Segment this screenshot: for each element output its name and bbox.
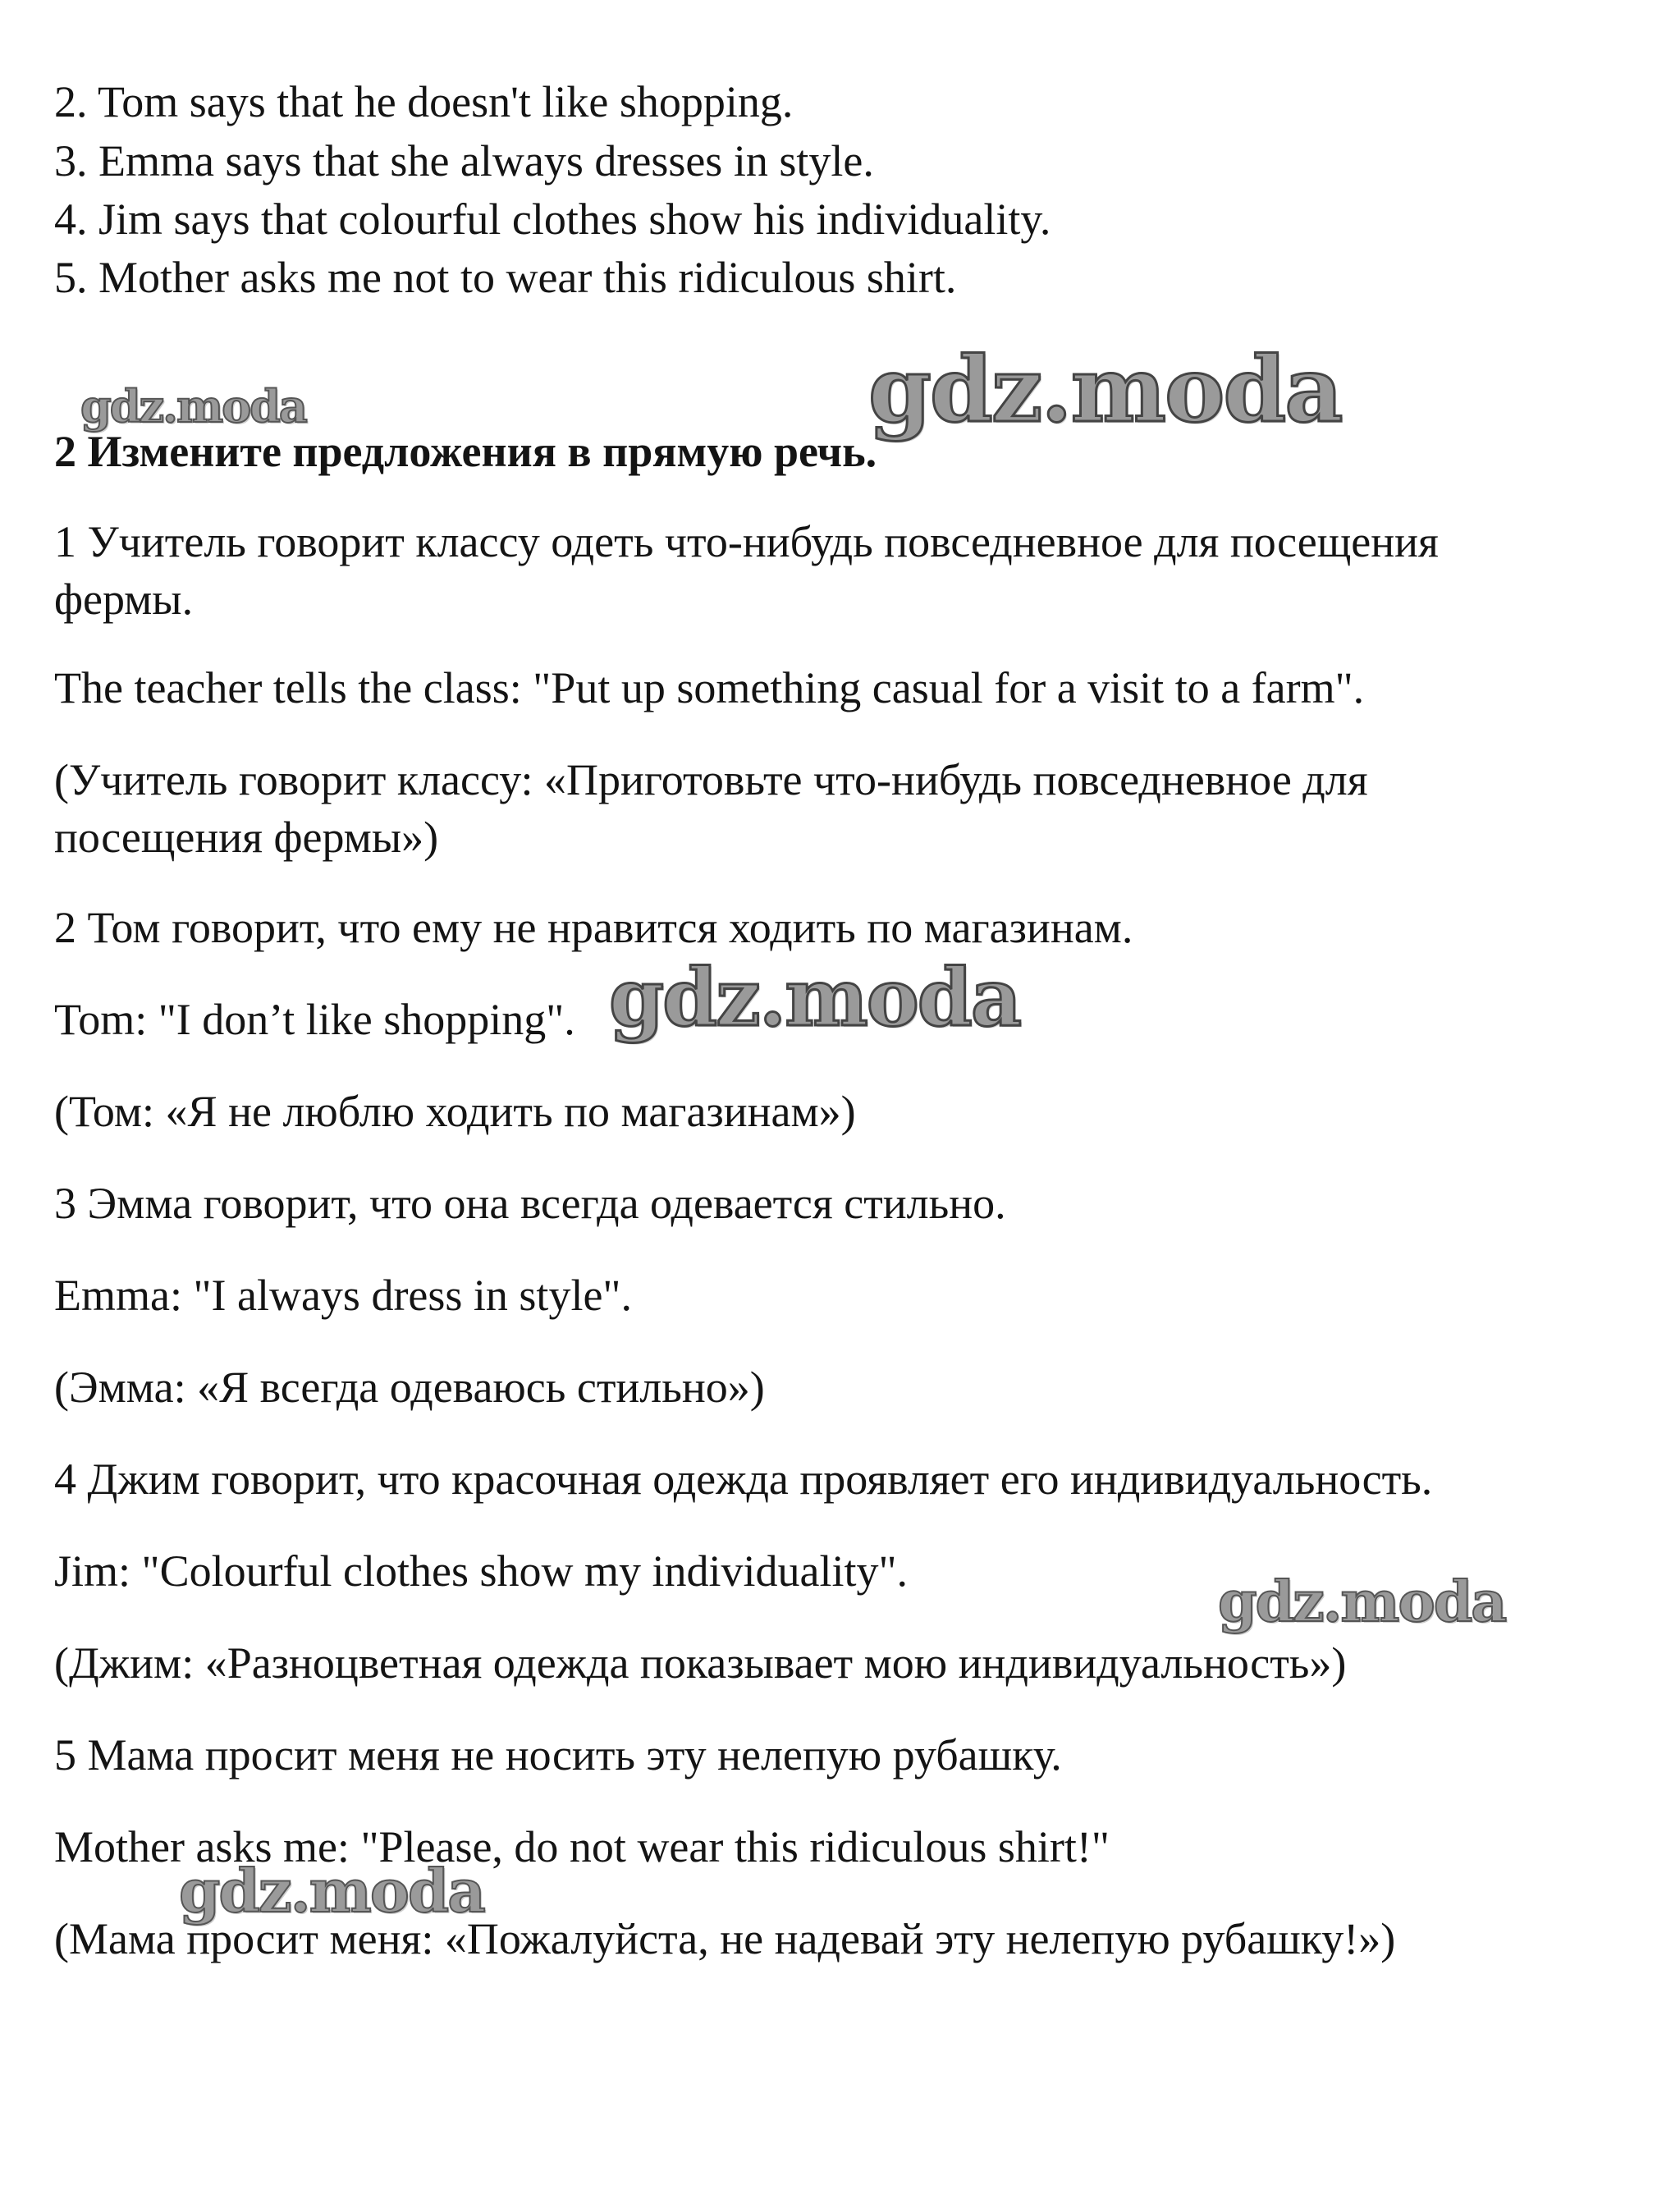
translation-4: (Джим: «Разноцветная одежда показывает мою индивидуальность»): [54, 1638, 1347, 1688]
task-5: 5 Мама просит меня не носить эту нелепую рубашку.: [54, 1730, 1062, 1780]
watermark-logo: gdz.moda: [868, 337, 1342, 442]
answer-1: The teacher tells the class: "Put up something casual for a visit to a farm".: [54, 663, 1365, 712]
intro-sentence-2: 2. Tom says that he doesn't like shopping.: [54, 77, 794, 126]
intro-sentence-3: 3. Emma says that she always dresses in style.: [54, 136, 874, 186]
watermark-logo: gdz.moda: [179, 1856, 484, 1926]
translation-5: (Мама просит меня: «Пожалуйста, не надевай эту нелепую рубашку!»): [54, 1914, 1396, 1963]
answer-3: Emma: "I always dress in style".: [54, 1271, 632, 1320]
task-3: 3 Эмма говорит, что она всегда одевается стильно.: [54, 1179, 1006, 1228]
intro-sentence-4: 4. Jim says that colourful clothes show his individuality.: [54, 195, 1051, 244]
translation-1-line-1: (Учитель говорит классу: «Приготовьте что-нибудь повседневное для: [54, 755, 1368, 804]
translation-1-line-2: посещения фермы»): [54, 813, 439, 862]
exercise-heading: 2 Измените предложения в прямую речь.: [54, 427, 877, 476]
task-2: 2 Том говорит, что ему не нравится ходить по магазинам.: [54, 903, 1133, 952]
translation-2: (Том: «Я не люблю ходить по магазинам»): [54, 1087, 856, 1136]
watermark-logo: gdz.moda: [80, 380, 306, 433]
task-1-line-1: 1 Учитель говорит классу одеть что-нибудь повседневное для посещения: [54, 517, 1439, 566]
answer-4: Jim: "Colourful clothes show my individuality".: [54, 1546, 909, 1596]
answer-2: Tom: "I don’t like shopping".: [54, 995, 575, 1044]
translation-3: (Эмма: «Я всегда одеваюсь стильно»): [54, 1363, 765, 1412]
watermark-logo: gdz.moda: [609, 951, 1021, 1044]
watermark-logo: gdz.moda: [1218, 1569, 1506, 1635]
task-1-line-2: фермы.: [54, 575, 194, 624]
intro-sentence-5: 5. Mother asks me not to wear this ridiculous shirt.: [54, 253, 957, 302]
answer-5: Mother asks me: "Please, do not wear this ridiculous shirt!": [54, 1822, 1110, 1871]
task-4: 4 Джим говорит, что красочная одежда проявляет его индивидуальность.: [54, 1454, 1433, 1504]
